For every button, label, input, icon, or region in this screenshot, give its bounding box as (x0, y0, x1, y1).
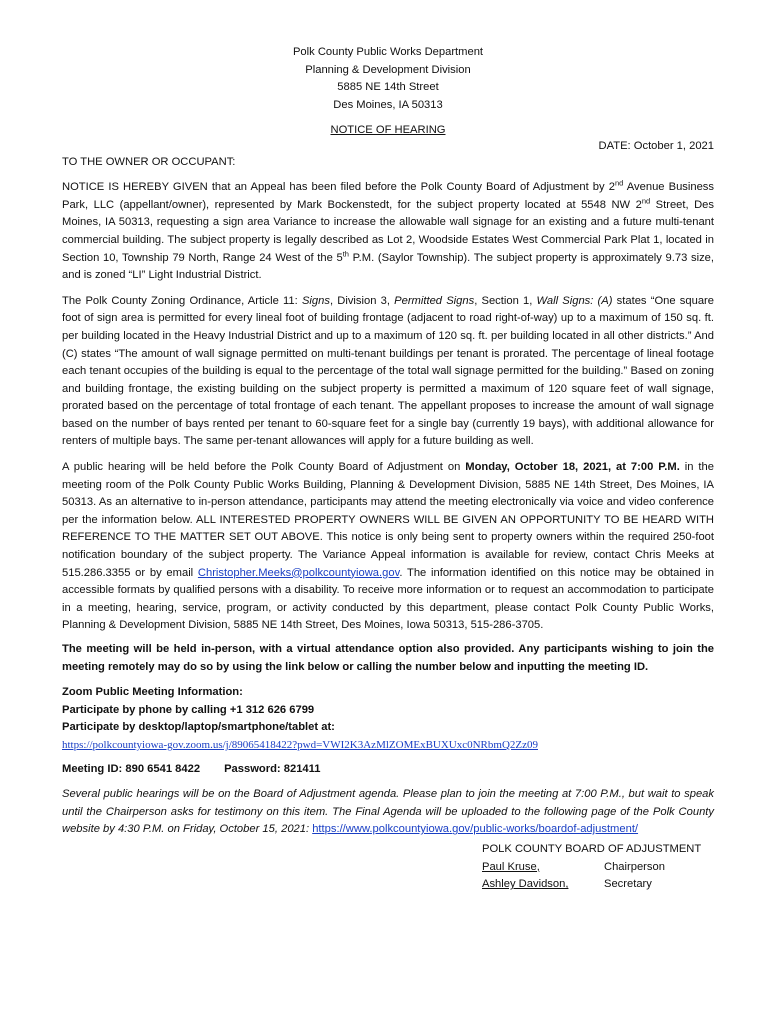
signer-row (482, 859, 714, 877)
notice-paragraph-appeal: NOTICE IS HEREBY GIVEN that an Appeal has been filed before the Polk County Board of Adjustment by 2nd Avenue Business Park, LLC (appellant/owner), represented by Mark Bockenstedt, for the subject property located at 5548 NW 2nd Street, Des Moines, IA 50313, requesting a sign area Variance to increase the allowable wall signage for an existing and a future multi-tenant commercial building. The subject property is legally described as Lot 2, Woodside Estates West Commercial Park Plat 1, located in Section 10, Township 79 North, Range 24 West of the 5th P.M. (Saylor Township). The subject property is approximately 9.73 size, and is zoned “LI” Light Industrial District. (62, 178, 715, 282)
signer-row (482, 876, 714, 894)
agenda-paragraph: Several public hearings will be on the Board of Adjustment agenda. Please plan to join the meeting at 7:00 P.M., but wait to speak until the Chairperson asks for testimony on this item. The Final Agenda will be uploaded to the following page of the Polk County website by 4:30 P.M. on Friday, October 15, 2021: https://www.polkcountyiowa.gov/public-works/boardof-adjustment/ (62, 788, 714, 836)
agenda-page-link[interactable]: https://www.polkcountyiowa.gov/public-works/boardof-adjustment/ (312, 823, 639, 836)
zoom-phone: Participate by phone by calling +1 312 626 6799 (62, 703, 315, 716)
meeting-id: Meeting ID: 890 6541 8422 (62, 762, 201, 775)
signer-name: Paul Kruse, (482, 860, 540, 873)
street-address: 5885 NE 14th Street (337, 81, 439, 94)
notice-date: DATE: October 1, 2021 (598, 139, 714, 152)
city-address: Des Moines, IA 50313 (333, 98, 443, 111)
ordinance-paragraph: The Polk County Zoning Ordinance, Article 11: Signs, Division 3, Permitted Signs, Section 1, Wall Signs: (A) states “One square foot of sign area is permitted for every lineal foot of building frontage (adjacent to road right-of-way) up to a maximum of 150 sq. ft. per building located in the Heavy Industrial District and up to a maximum of 120 sq. ft. per building located in all other districts.” And (C) states “The amount of wall signage permitted on multi-tenant buildings per tenant is prorated. The percentage of lineal footage each tenant occupies of the building is equal to the percentage of the total wall signage permitted for the building.” Based on zoning and building frontage, the existing building on the subject property is permitted a maximum of 120 square feet of wall signage, prorated based on the percentage of total frontage of each tenant. The appellant proposes to increase the amount of wall signage based on the number of bays rented per tenant to 60-square feet for a single bay (currently 19 bays), with additional allowance for renters of multiple bays. The same per-tenant allowances will apply for a future building as well. (62, 294, 714, 448)
division-name: Planning & Development Division (305, 63, 471, 76)
zoom-device: Participate by desktop/laptop/smartphone/tablet at: (62, 721, 335, 734)
in-person-notice: The meeting will be held in-person, with a virtual attendance option also provided. Any participants wishing to join the meeting remotely may do so by using the link below or calling the number below and inputting the meeting ID. (62, 643, 714, 673)
board-name: POLK COUNTY BOARD OF ADJUSTMENT (482, 842, 702, 855)
notice-title: NOTICE OF HEARING (330, 124, 446, 137)
hearing-paragraph: A public hearing will be held before the Polk County Board of Adjustment on Monday, October 18, 2021, at 7:00 P.M. in the meeting room of the Polk County Public Works Building, Planning & Development Division, 5885 NE 14th Street, Des Moines, IA 50313. As an alternative to in-person attendance, participants may attend the meeting electronically via voice and video conference per the information below. ALL INTERESTED PROPERTY OWNERS WILL BE GIVEN AN OPPORTUNITY TO BE HEARD WITH REFERENCE TO THE MATTER SET OUT ABOVE. This notice is only being sent to property owners within the required 250-foot notification boundary of the subject property. The Variance Appeal information is available for review, contact Chris Meeks at 515.286.3355 or by email Christopher.Meeks@polkcountyiowa.gov. The information identified on this notice may be obtained in accessible formats by qualified persons with a disability. To receive more information or to request an accommodation to participate in a meeting, hearing, service, program, or activity conducted by this department, please contact Polk County Public Works, Planning & Development Division, 5885 NE 14th Street, Des Moines, Iowa 50313, 515-286-3705. (62, 461, 714, 632)
meeting-password: Password: 821411 (224, 762, 321, 775)
hearing-datetime: Monday, October 18, 2021, at 7:00 P.M. (465, 461, 680, 474)
meeting-credentials (62, 761, 714, 779)
letterhead (62, 44, 714, 114)
zoom-meeting-link[interactable]: https://polkcountyiowa-gov.zoom.us/j/89065418422?pwd=VWI2K3AzMlZOMExBUXUxc0NRbmQ2Zz09 (62, 738, 538, 751)
signature-block (482, 841, 714, 894)
department-name: Polk County Public Works Department (292, 46, 484, 58)
addressee: TO THE OWNER OR OCCUPANT: (62, 155, 236, 168)
signer-role: Chairperson (604, 860, 665, 873)
signer-role: Secretary (604, 878, 652, 891)
zoom-heading: Zoom Public Meeting Information: (62, 686, 243, 699)
signer-name: Ashley Davidson, (482, 878, 569, 891)
zoom-info (62, 684, 714, 754)
contact-email-link[interactable]: Christopher.Meeks@polkcountyiowa.gov (197, 566, 400, 579)
